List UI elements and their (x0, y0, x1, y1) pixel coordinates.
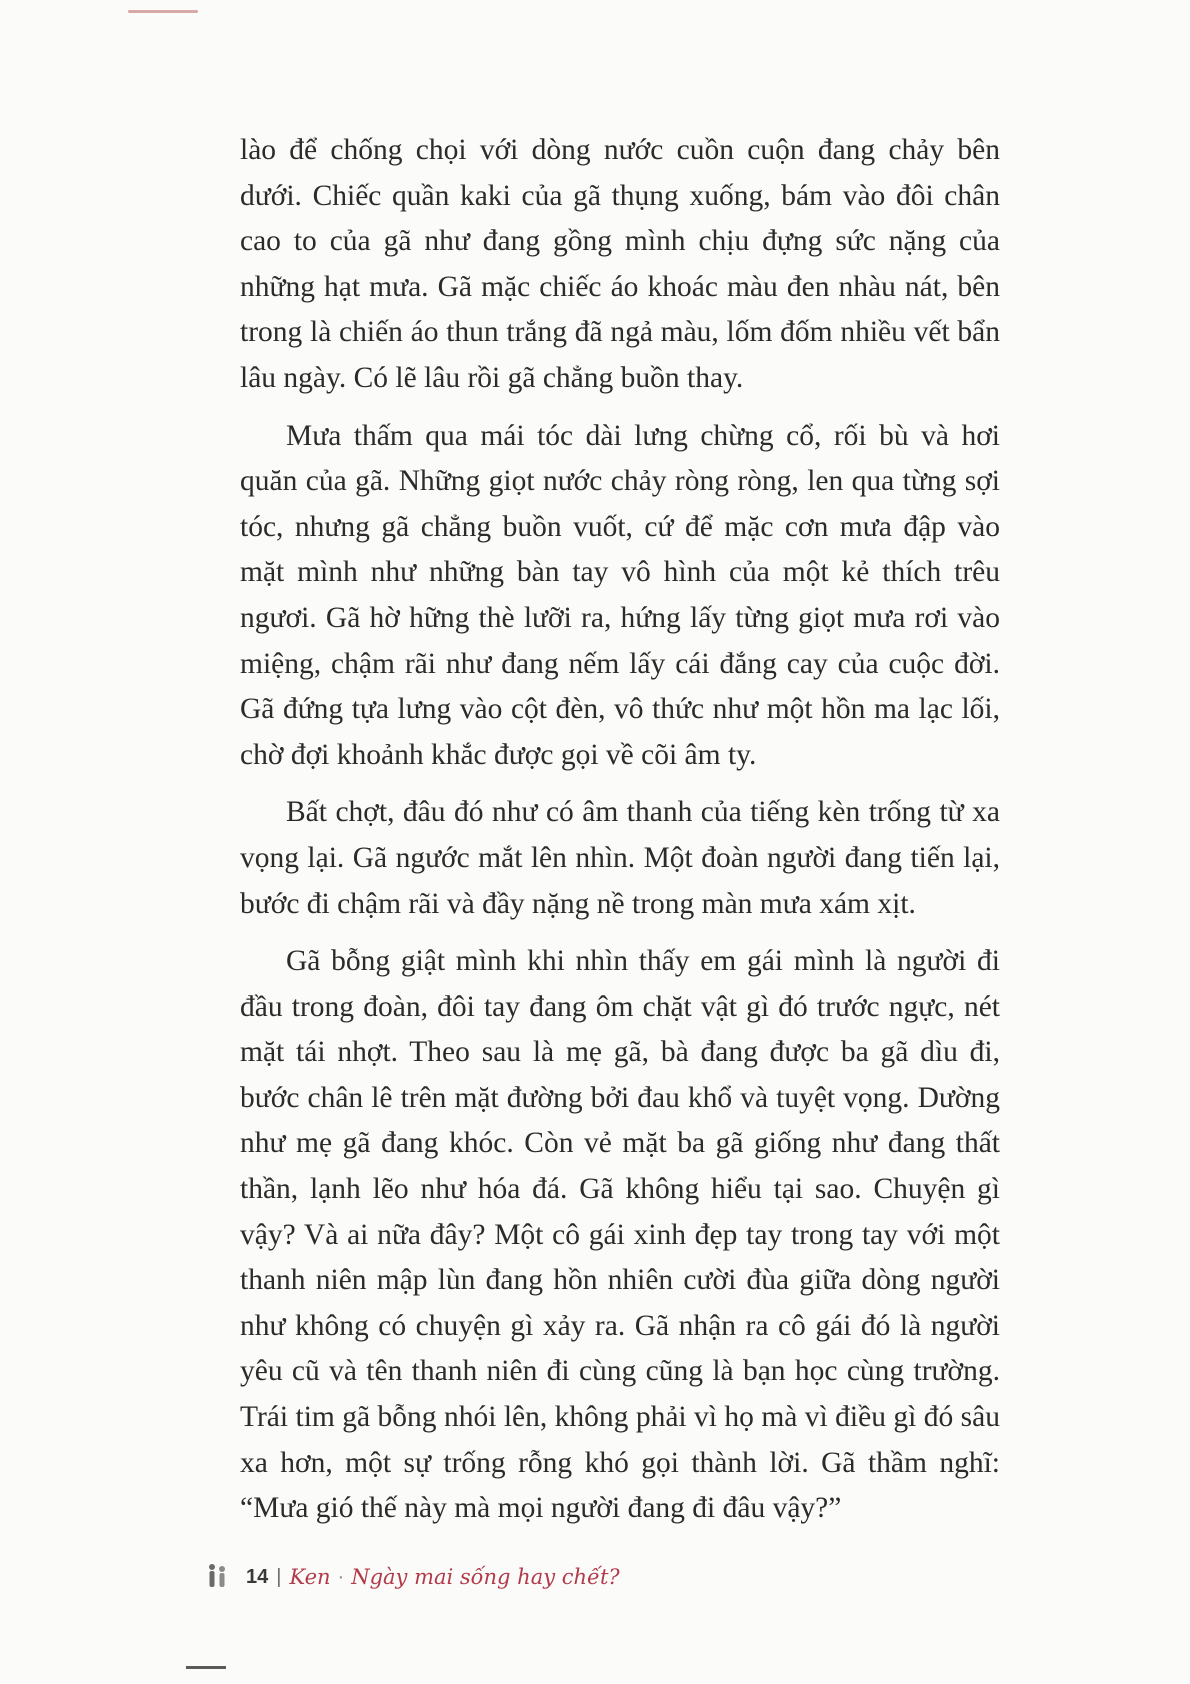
top-edge-mark (128, 10, 198, 13)
footer-book-title: Ngày mai sống hay chết? (351, 1565, 620, 1589)
footer-separator: | (276, 1565, 282, 1588)
paragraph-2: Mưa thấm qua mái tóc dài lưng chừng cổ, rối bù và hơi quăn của gã. Những giọt nước chảy ròng ròng, len qua từng sợi tóc, nhưng gã chẳng buồn vuốt, cứ để mặc cơn mưa đập vào mặt mình như những bàn tay vô hình của một kẻ thích trêu ngươi. Gã hờ hững thè lưỡi ra, hứng lấy từng giọt mưa rơi vào miệng, chậm rãi như đang nếm lấy cái đắng cay của cuộc đời. Gã đứng tựa lưng vào cột đèn, vô thức như một hồn ma lạc lối, chờ đợi khoảnh khắc được gọi về cõi âm ty. (240, 419, 1000, 771)
footer-author: Ken (289, 1565, 331, 1589)
footer-dot: · (337, 1565, 345, 1588)
paragraph-1: lào để chống chọi với dòng nước cuồn cuộn đang chảy bên dưới. Chiếc quần kaki của gã thụng xuống, bám vào đôi chân cao to của gã như đang gồng mình chịu đựng sức nặng của những hạt mưa. Gã mặc chiếc áo khoác màu đen nhàu nát, bên trong là chiến áo thun trắng đã ngả màu, lốm đốm nhiều vết bẩn lâu ngày. Có lẽ lâu rồi gã chẳng buồn thay. (240, 134, 1000, 394)
page-number: 14 (246, 1565, 269, 1588)
bottom-edge-mark (186, 1666, 226, 1669)
paragraph-4: Gã bỗng giật mình khi nhìn thấy em gái mình là người đi đầu trong đoàn, đôi tay đang ôm chặt vật gì đó trước ngực, nét mặt tái nhợt. Theo sau là mẹ gã, bà đang được ba gã dìu đi, bước chân lê trên mặt đường bởi đau khổ và tuyệt vọng. Dường như mẹ gã đang khóc. Còn vẻ mặt ba gã giống như đang thất thần, lạnh lẽo như hóa đá. Gã không hiểu tại sao. Chuyện gì vậy? Và ai nữa đây? Một cô gái xinh đẹp tay trong tay với một thanh niên mập lùn đang hồn nhiên cười đùa giữa dòng người như không có chuyện gì xảy ra. Gã nhận ra cô gái đó là người yêu cũ và tên thanh niên đi cùng cũng là bạn học cùng trường. Trái tim gã bỗng nhói lên, không phải vì họ mà vì điều gì đó sâu xa hơn, một sự trống rỗng khó gọi thành lời. Gã thầm nghĩ: “Mưa gió thế này mà mọi người đang đi đâu vậy?” (240, 945, 1000, 1525)
body-text (240, 128, 1000, 1544)
two-figures-icon (202, 1562, 232, 1592)
page-footer (202, 1560, 620, 1594)
paragraph-3: Bất chợt, đâu đó như có âm thanh của tiếng kèn trống từ xa vọng lại. Gã ngước mắt lên nhìn. Một đoàn người đang tiến lại, bước đi chậm rãi và đầy nặng nề trong màn mưa xám xịt. (240, 796, 1000, 920)
